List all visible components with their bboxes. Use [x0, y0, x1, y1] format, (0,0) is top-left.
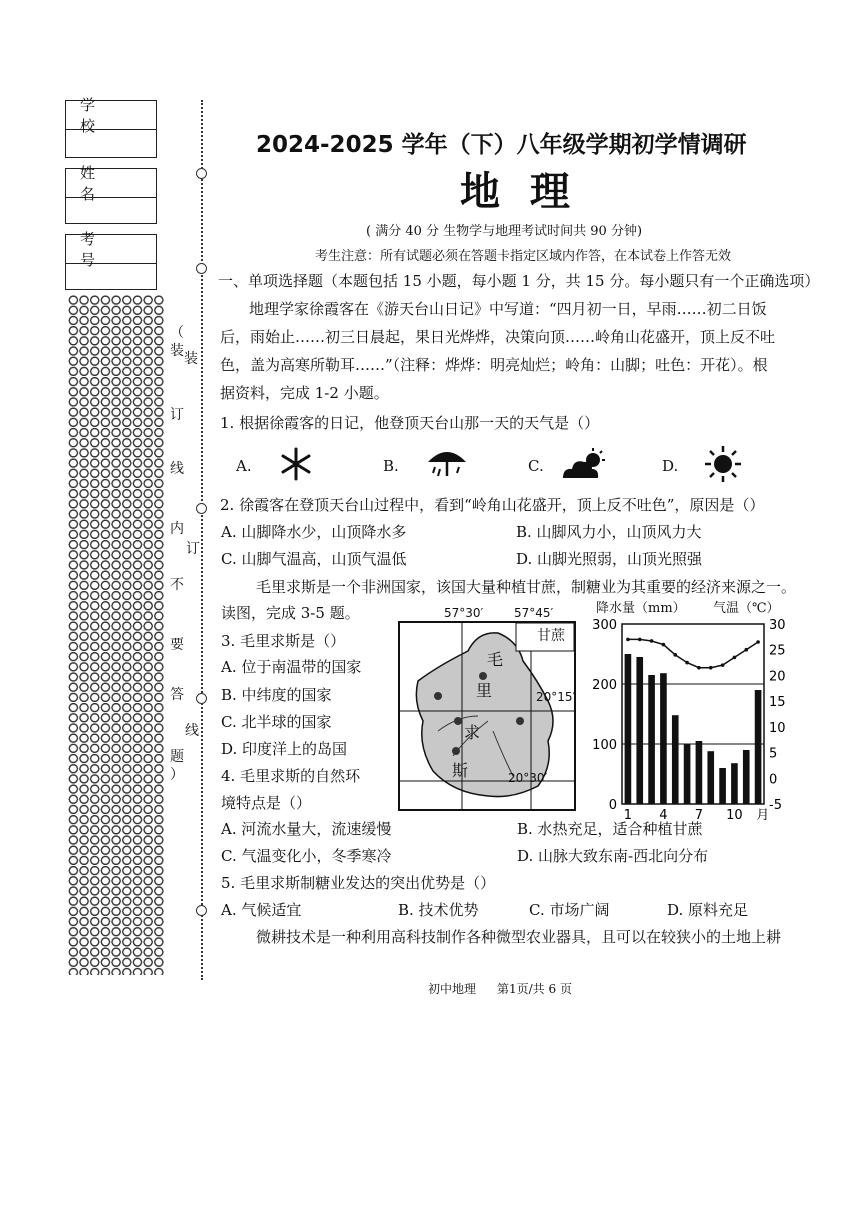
- exam-subtitle: ( 满分 40 分 生物学与地理考试时间共 90 分钟): [366, 224, 643, 239]
- footer-page: 第1页/共 6 页: [497, 982, 572, 996]
- y-left-tick-label: 200: [592, 678, 617, 693]
- binding-notice-char: 要: [170, 637, 184, 653]
- answer-bubble-grid[interactable]: [68, 295, 164, 975]
- subject-title: 地 理: [460, 169, 578, 215]
- x-tick-label: 月: [756, 808, 770, 823]
- umbrella-rain-icon: [425, 446, 469, 482]
- option[interactable]: D. 原料充足: [667, 901, 749, 919]
- option[interactable]: D. 印度洋上的岛国: [221, 740, 348, 758]
- precipitation-bar: [719, 768, 726, 804]
- option-label[interactable]: D.: [662, 457, 679, 475]
- y-right-tick-label: 20: [769, 669, 786, 685]
- option[interactable]: A. 气候适宜: [221, 901, 302, 919]
- trailing-paragraph: 微耕技术是一种利用高科技制作各种微型农业器具，且可以在较狭小的土地上耕: [256, 928, 782, 946]
- school-label: 学 校: [66, 101, 156, 130]
- y-right-tick-label: 25: [769, 643, 786, 659]
- question-1-stem: 1. 根据徐霞客的日记，他登顶天台山那一天的天气是（）: [220, 414, 600, 432]
- temperature-point: [673, 653, 677, 657]
- precipitation-bar: [625, 654, 632, 804]
- y-right-tick-label: 5: [769, 746, 778, 762]
- temperature-point: [626, 638, 630, 642]
- chart-frame: [622, 624, 764, 804]
- option-label[interactable]: A.: [236, 457, 252, 475]
- binding-notice-char: （: [170, 325, 184, 341]
- precipitation-bar: [660, 673, 667, 804]
- precipitation-bar: [755, 690, 762, 804]
- map-legend-sugarcane: 甘蔗: [537, 628, 565, 644]
- temperature-point: [709, 666, 713, 670]
- y-right-tick-label: -5: [769, 798, 782, 813]
- option-label[interactable]: C.: [528, 457, 544, 475]
- temperature-point: [685, 661, 689, 665]
- temperature-point: [721, 663, 725, 667]
- question-5-stem: 5. 毛里求斯制糖业发达的突出优势是（）: [221, 874, 496, 892]
- option[interactable]: D. 山脚光照弱，山顶光照强: [516, 550, 703, 568]
- temperature-point: [744, 648, 748, 652]
- temperature-point: [756, 640, 760, 644]
- snowflake-icon: [278, 446, 314, 482]
- binding-notice-char: 题: [170, 749, 184, 765]
- binding-notice-char: 不: [170, 577, 184, 593]
- question-4-stem: 4. 毛里求斯的自然环: [221, 767, 361, 785]
- option[interactable]: B. 中纬度的国家: [221, 686, 332, 704]
- map-lat-label: 20°15′: [536, 690, 576, 704]
- chart-ylabel-left: 降水量（mm）: [596, 601, 686, 616]
- option[interactable]: C. 气温变化小，冬季寒冷: [221, 847, 392, 865]
- binding-notice-char: 装: [170, 343, 184, 359]
- sun-icon: [703, 444, 743, 484]
- precipitation-bar: [684, 744, 691, 804]
- y-right-tick-label: 15: [769, 695, 786, 711]
- map-country-char: 里: [476, 681, 493, 700]
- binding-hole: [196, 693, 207, 704]
- intro-line: 据资料，完成 1-2 小题。: [220, 384, 389, 402]
- temperature-point: [733, 656, 737, 660]
- binding-hole: [196, 503, 207, 514]
- option[interactable]: D. 山脉大致东南-西北向分布: [517, 847, 709, 865]
- name-field[interactable]: [65, 164, 157, 224]
- chart-svg: [588, 616, 798, 828]
- y-right-tick-label: 0: [769, 772, 778, 788]
- map-country-char: 求: [464, 723, 481, 742]
- option[interactable]: A. 位于南温带的国家: [221, 658, 362, 676]
- cloud-sun-icon: [561, 446, 607, 482]
- binding-hole: [196, 263, 207, 274]
- question-3-stem: 3. 毛里求斯是（）: [221, 632, 346, 650]
- option[interactable]: B. 水热充足，适合种植甘蔗: [517, 820, 703, 838]
- precipitation-bar: [743, 750, 750, 804]
- x-tick-label: 7: [694, 808, 704, 823]
- map-country-char: 斯: [452, 761, 469, 780]
- y-left-tick-label: 0: [608, 798, 617, 813]
- binding-dotted-line: [201, 100, 203, 980]
- precipitation-bar: [731, 763, 738, 804]
- y-right-tick-label: 10: [769, 720, 786, 736]
- name-label: 姓 名: [66, 169, 156, 198]
- y-left-tick-label: 100: [592, 738, 617, 753]
- binding-notice-char: 订: [186, 541, 200, 557]
- chart-ylabel-right: 气温（℃）: [713, 601, 780, 616]
- x-tick-label: 1: [623, 808, 633, 823]
- precipitation-bar: [707, 751, 714, 804]
- map-lon-label: 57°45′: [514, 606, 554, 620]
- mauritius-intro: 毛里求斯是一个非洲国家，该国大量种植甘蔗，制糖业为其重要的经济来源之一。: [256, 578, 797, 596]
- intro-line: 地理学家徐霞客在《游天台山日记》中写道：“四月初一日，早雨……初二日饭: [249, 300, 767, 318]
- binding-notice-char: 线: [185, 723, 199, 739]
- binding-hole: [196, 168, 207, 179]
- map-country-char: 毛: [487, 650, 504, 669]
- intro-line: 后，雨始止……初三日晨起，果日光烨烨，决策向顶……岭角山花盛开，顶上反不吐: [220, 328, 776, 346]
- option[interactable]: C. 北半球的国家: [221, 713, 332, 731]
- x-tick-label: 4: [659, 808, 668, 823]
- school-field[interactable]: [65, 96, 157, 158]
- binding-notice-char: 装: [184, 351, 198, 367]
- intro-line: 色，盖为高寒所勒耳……”（注释：烨烨：明亮灿烂；岭角：山脚；吐色：开花）。根: [220, 356, 768, 374]
- temperature-point: [697, 666, 701, 670]
- temperature-point: [650, 639, 654, 643]
- map-lon-label: 57°30′: [444, 606, 484, 620]
- exam-number-field[interactable]: [65, 230, 157, 290]
- exam-title: 2024-2025 学年（下）八年级学期初学情调研: [256, 132, 747, 158]
- option[interactable]: A. 山脚降水少，山顶降水多: [221, 523, 407, 541]
- option[interactable]: A. 河流水量大，流速缓慢: [221, 820, 392, 838]
- temperature-point: [662, 643, 666, 647]
- binding-notice-char: ）: [170, 767, 184, 783]
- precipitation-bar: [636, 657, 643, 804]
- mauritius-intro: 读图，完成 3-5 题。: [221, 604, 360, 622]
- y-right-tick-label: 30: [769, 618, 786, 633]
- binding-notice-char: 答: [170, 687, 184, 703]
- precipitation-bar: [696, 741, 703, 804]
- question-4-stem: 境特点是（）: [221, 794, 312, 812]
- exam-notice: 考生注意：所有试题必须在答题卡指定区域内作答，在本试卷上作答无效: [315, 249, 732, 264]
- y-left-tick-label: 300: [592, 618, 617, 633]
- option[interactable]: C. 山脚气温高，山顶气温低: [221, 550, 407, 568]
- option[interactable]: B. 山脚风力小，山顶风力大: [516, 523, 702, 541]
- x-tick-label: 10: [726, 808, 743, 823]
- question-2-stem: 2. 徐霞客在登顶天台山过程中，看到“岭角山花盛开，顶上反不吐色”，原因是（）: [220, 496, 765, 514]
- binding-hole: [196, 905, 207, 916]
- temperature-point: [638, 638, 642, 642]
- binding-notice-char: 内: [170, 521, 184, 537]
- option-label[interactable]: B.: [383, 457, 399, 475]
- binding-notice-char: 线: [170, 461, 184, 477]
- exam-number-label: 考 号: [66, 235, 156, 264]
- option[interactable]: C. 市场广阔: [529, 901, 610, 919]
- precipitation-bar: [672, 715, 679, 804]
- section-heading: 一、单项选择题（本题包括 15 小题，每小题 1 分，共 15 分。每小题只有一个正确选项）: [218, 272, 820, 290]
- footer-subject: 初中地理: [428, 982, 477, 996]
- binding-notice-char: 订: [170, 407, 184, 423]
- map-lat-label: 20°30′: [508, 771, 548, 785]
- precipitation-bar: [648, 675, 655, 804]
- option[interactable]: B. 技术优势: [398, 901, 479, 919]
